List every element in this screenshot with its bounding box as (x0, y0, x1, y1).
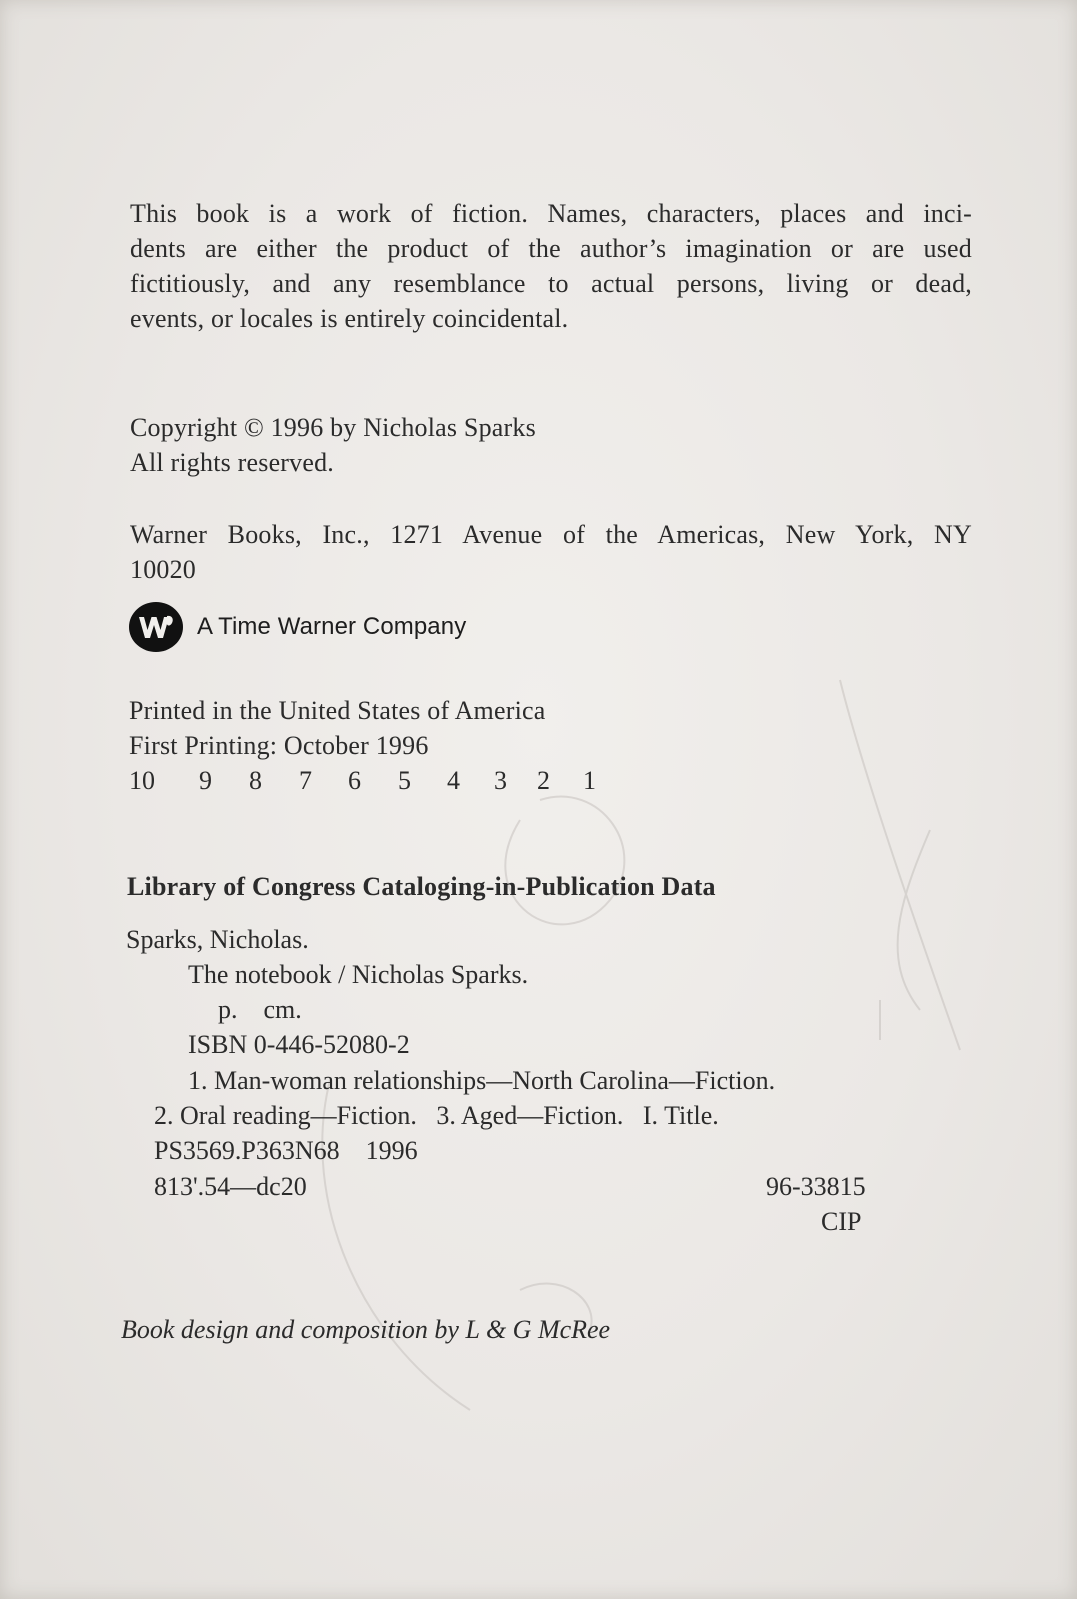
cip-heading: Library of Congress Cataloging-in-Publication Data (127, 872, 716, 901)
cip-tag: CIP (821, 1207, 862, 1236)
printing-number: 4 (447, 766, 460, 795)
warner-books-w-logo-icon (129, 600, 183, 654)
copyright-notice: Copyright © 1996 by Nicholas Sparks (130, 413, 536, 442)
copyright-block (130, 410, 536, 480)
cip-lc-classification: PS3569.P363N68 1996 (154, 1136, 418, 1165)
printing-number: 6 (348, 766, 361, 795)
printing-number: 10 (129, 766, 155, 795)
cip-lccn: 96-33815 (766, 1172, 866, 1201)
company-name: A Time Warner Company (197, 613, 467, 640)
printing-number: 2 (537, 766, 550, 795)
printed-in: Printed in the United States of America (129, 696, 546, 725)
disclaimer-line: events, or locales is entirely coincidental. (130, 304, 569, 333)
disclaimer-line: dents are either the product of the author’s imagination or are used (130, 234, 972, 263)
printing-number: 1 (583, 766, 596, 795)
cip-subjects: 2. Oral reading—Fiction. 3. Aged—Fiction. I. Title. (154, 1101, 719, 1130)
fiction-disclaimer (130, 196, 972, 336)
printing-info (129, 693, 546, 763)
design-credit: Book design and composition by L & G McRee (121, 1315, 611, 1344)
cip-dewey-number: 813'.54—dc20 (154, 1172, 307, 1201)
disclaimer-line: fictitiously, and any resemblance to actual persons, living or dead, (130, 269, 972, 298)
disclaimer-line: This book is a work of fiction. Names, characters, places and inci- (130, 199, 972, 228)
printing-number: 8 (249, 766, 262, 795)
printing-number: 5 (398, 766, 411, 795)
cip-author: Sparks, Nicholas. (126, 925, 309, 954)
first-printing: First Printing: October 1996 (129, 731, 429, 760)
publisher-logo-row (129, 600, 466, 654)
cip-subjects: 1. Man-woman relationships—North Carolina—Fiction. (188, 1066, 776, 1095)
rights-reserved: All rights reserved. (130, 448, 335, 477)
printer-number-line (129, 763, 596, 798)
cip-title: The notebook / Nicholas Sparks. (188, 960, 529, 989)
cip-pagination: p. cm. (218, 995, 302, 1024)
publisher-address (130, 517, 972, 587)
address-line: Warner Books, Inc., 1271 Avenue of the Americas, New York, NY (130, 520, 972, 549)
printing-number: 3 (494, 766, 507, 795)
printing-number: 7 (299, 766, 312, 795)
cip-isbn: ISBN 0-446-52080-2 (188, 1030, 410, 1059)
zip-code: 10020 (130, 555, 196, 584)
printing-number: 9 (199, 766, 212, 795)
